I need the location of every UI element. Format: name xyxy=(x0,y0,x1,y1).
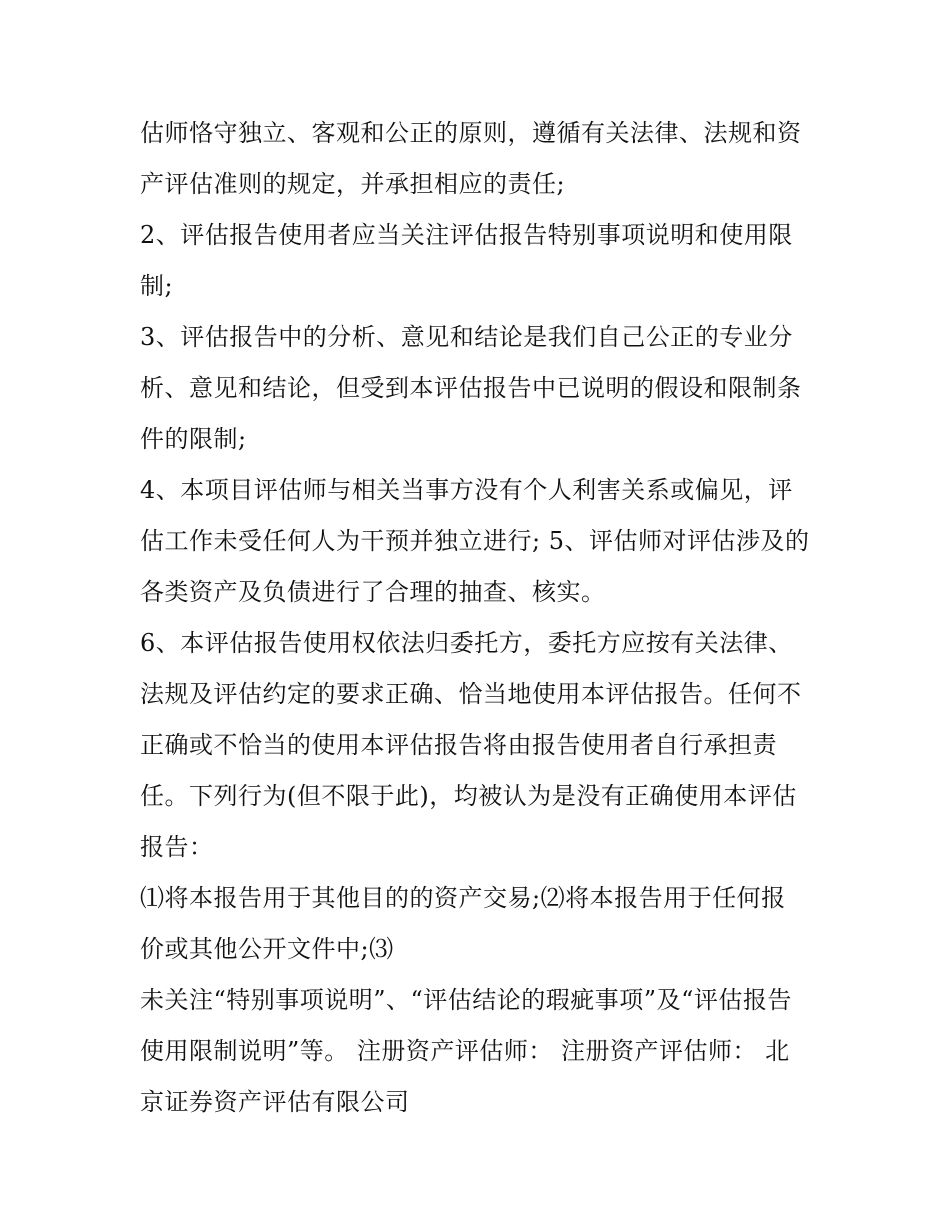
text-line: 制; xyxy=(140,272,174,300)
text-line: 报告： xyxy=(140,833,214,861)
text-line: ⑴将本报告用于其他目的的资产交易;⑵将本报告用于任何报 xyxy=(140,884,786,912)
text-line: 析、意见和结论，但受到本评估报告中已说明的假设和限制条 xyxy=(140,374,802,402)
text-line: 正确或不恰当的使用本评估报告将由报告使用者自行承担责 xyxy=(140,731,777,759)
text-line: 法规及评估约定的要求正确、恰当地使用本评估报告。任何不 xyxy=(140,680,802,708)
text-line: 使用限制说明”等。 注册资产评估师： 注册资产评估师： 北 xyxy=(140,1037,790,1065)
text-line: 京证券资产评估有限公司 xyxy=(140,1088,410,1116)
text-line: 估师恪守独立、客观和公正的原则，遵循有关法律、法规和资 xyxy=(140,119,802,147)
text-line: 估工作未受任何人为干预并独立进行; 5、评估师对评估涉及的 xyxy=(140,527,810,555)
text-line: 产评估准则的规定，并承担相应的责任; xyxy=(140,170,566,198)
text-line: 各类资产及负债进行了合理的抽查、核实。 xyxy=(140,578,606,606)
text-line: 任。下列行为(但不限于此)，均被认为是没有正确使用本评估 xyxy=(140,782,797,810)
text-line: 2、评估报告使用者应当关注评估报告特别事项说明和使用限 xyxy=(140,221,793,249)
text-line: 价或其他公开文件中;⑶ xyxy=(140,935,394,963)
text-line: 6、本评估报告使用权依法归委托方，委托方应按有关法律、 xyxy=(140,629,793,657)
text-line: 件的限制; xyxy=(140,425,247,453)
text-line: 未关注“特别事项说明”、“评估结论的瑕疵事项”及“评估报告 xyxy=(140,986,792,1014)
text-line: 4、本项目评估师与相关当事方没有个人利害关系或偏见，评 xyxy=(140,476,793,504)
text-line: 3、评估报告中的分析、意见和结论是我们自己公正的专业分 xyxy=(140,323,793,351)
document-body xyxy=(140,108,820,1128)
